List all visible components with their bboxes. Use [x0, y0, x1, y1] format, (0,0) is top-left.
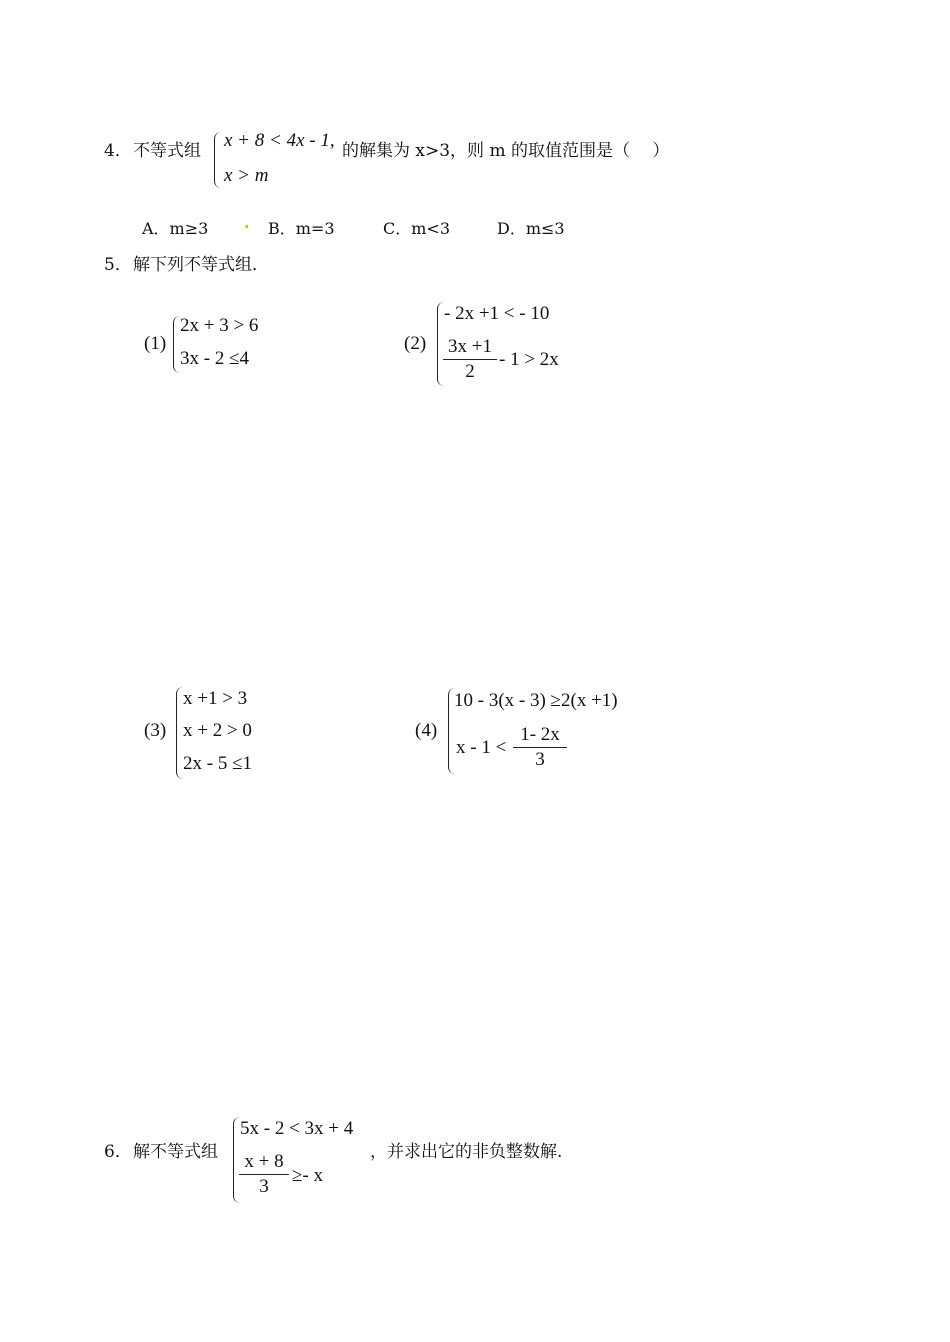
fraction-numerator: 3x +1	[443, 336, 497, 360]
option-c: C．m<3	[383, 219, 451, 238]
option-d: D．m≤3	[497, 219, 565, 238]
part-3-inequality-2: x + 2 > 0	[183, 720, 252, 741]
part-4-fraction	[513, 724, 567, 771]
question-tail: 的解集为 x>3，则 m 的取值范围是（ ）	[342, 141, 670, 161]
system-brace	[173, 316, 180, 373]
question-number: 5．	[104, 255, 132, 275]
part-2-label: (2)	[404, 333, 427, 354]
part-3-inequality-3: 2x - 5 ≤1	[183, 753, 253, 774]
system-brace	[214, 132, 221, 188]
part-4-label: (4)	[415, 720, 438, 741]
part-3-label: (3)	[144, 720, 167, 741]
question-number: 4．	[104, 141, 132, 161]
option-b: B．m=3	[268, 219, 335, 238]
question-lead: 解不等式组	[133, 1142, 218, 1162]
part-3-inequality-1: x +1 > 3	[183, 688, 248, 709]
question-lead: 解下列不等式组．	[133, 255, 269, 275]
inequality-1: x + 8 < 4x - 1,	[224, 130, 335, 151]
inequality-2: x > m	[224, 165, 269, 186]
part-1-inequality-2: 3x - 2 ≤4	[180, 348, 250, 369]
part-4-inequality-1: 10 - 3(x - 3) ≥2(x +1)	[454, 690, 618, 711]
part-2-inequality-2-rest: - 1 > 2x	[499, 349, 559, 370]
fraction-denominator: 2	[465, 361, 475, 382]
part-1-label: (1)	[144, 333, 167, 354]
question-lead: 不等式组	[133, 141, 201, 161]
option-a: A．m≥3	[142, 219, 209, 238]
question-tail: ，并求出它的非负整数解.	[370, 1142, 563, 1162]
fraction	[239, 1151, 289, 1198]
fraction-denominator: 3	[259, 1176, 269, 1197]
fraction-denominator: 3	[535, 749, 545, 770]
part-1-inequality-1: 2x + 3 > 6	[180, 315, 259, 336]
fraction-numerator: x + 8	[239, 1151, 289, 1175]
fraction-numerator: 1- 2x	[513, 724, 567, 748]
inequality-2-rest: ≥- x	[292, 1165, 324, 1186]
system-brace	[176, 687, 183, 779]
part-4-inequality-2-lhs: x - 1 <	[456, 737, 507, 758]
part-2-fraction	[443, 336, 497, 383]
inequality-1: 5x - 2 < 3x + 4	[240, 1118, 354, 1139]
stray-dot: .	[244, 213, 250, 232]
part-2-inequality-1: - 2x +1 < - 10	[444, 303, 550, 324]
question-number: 6．	[104, 1142, 132, 1162]
